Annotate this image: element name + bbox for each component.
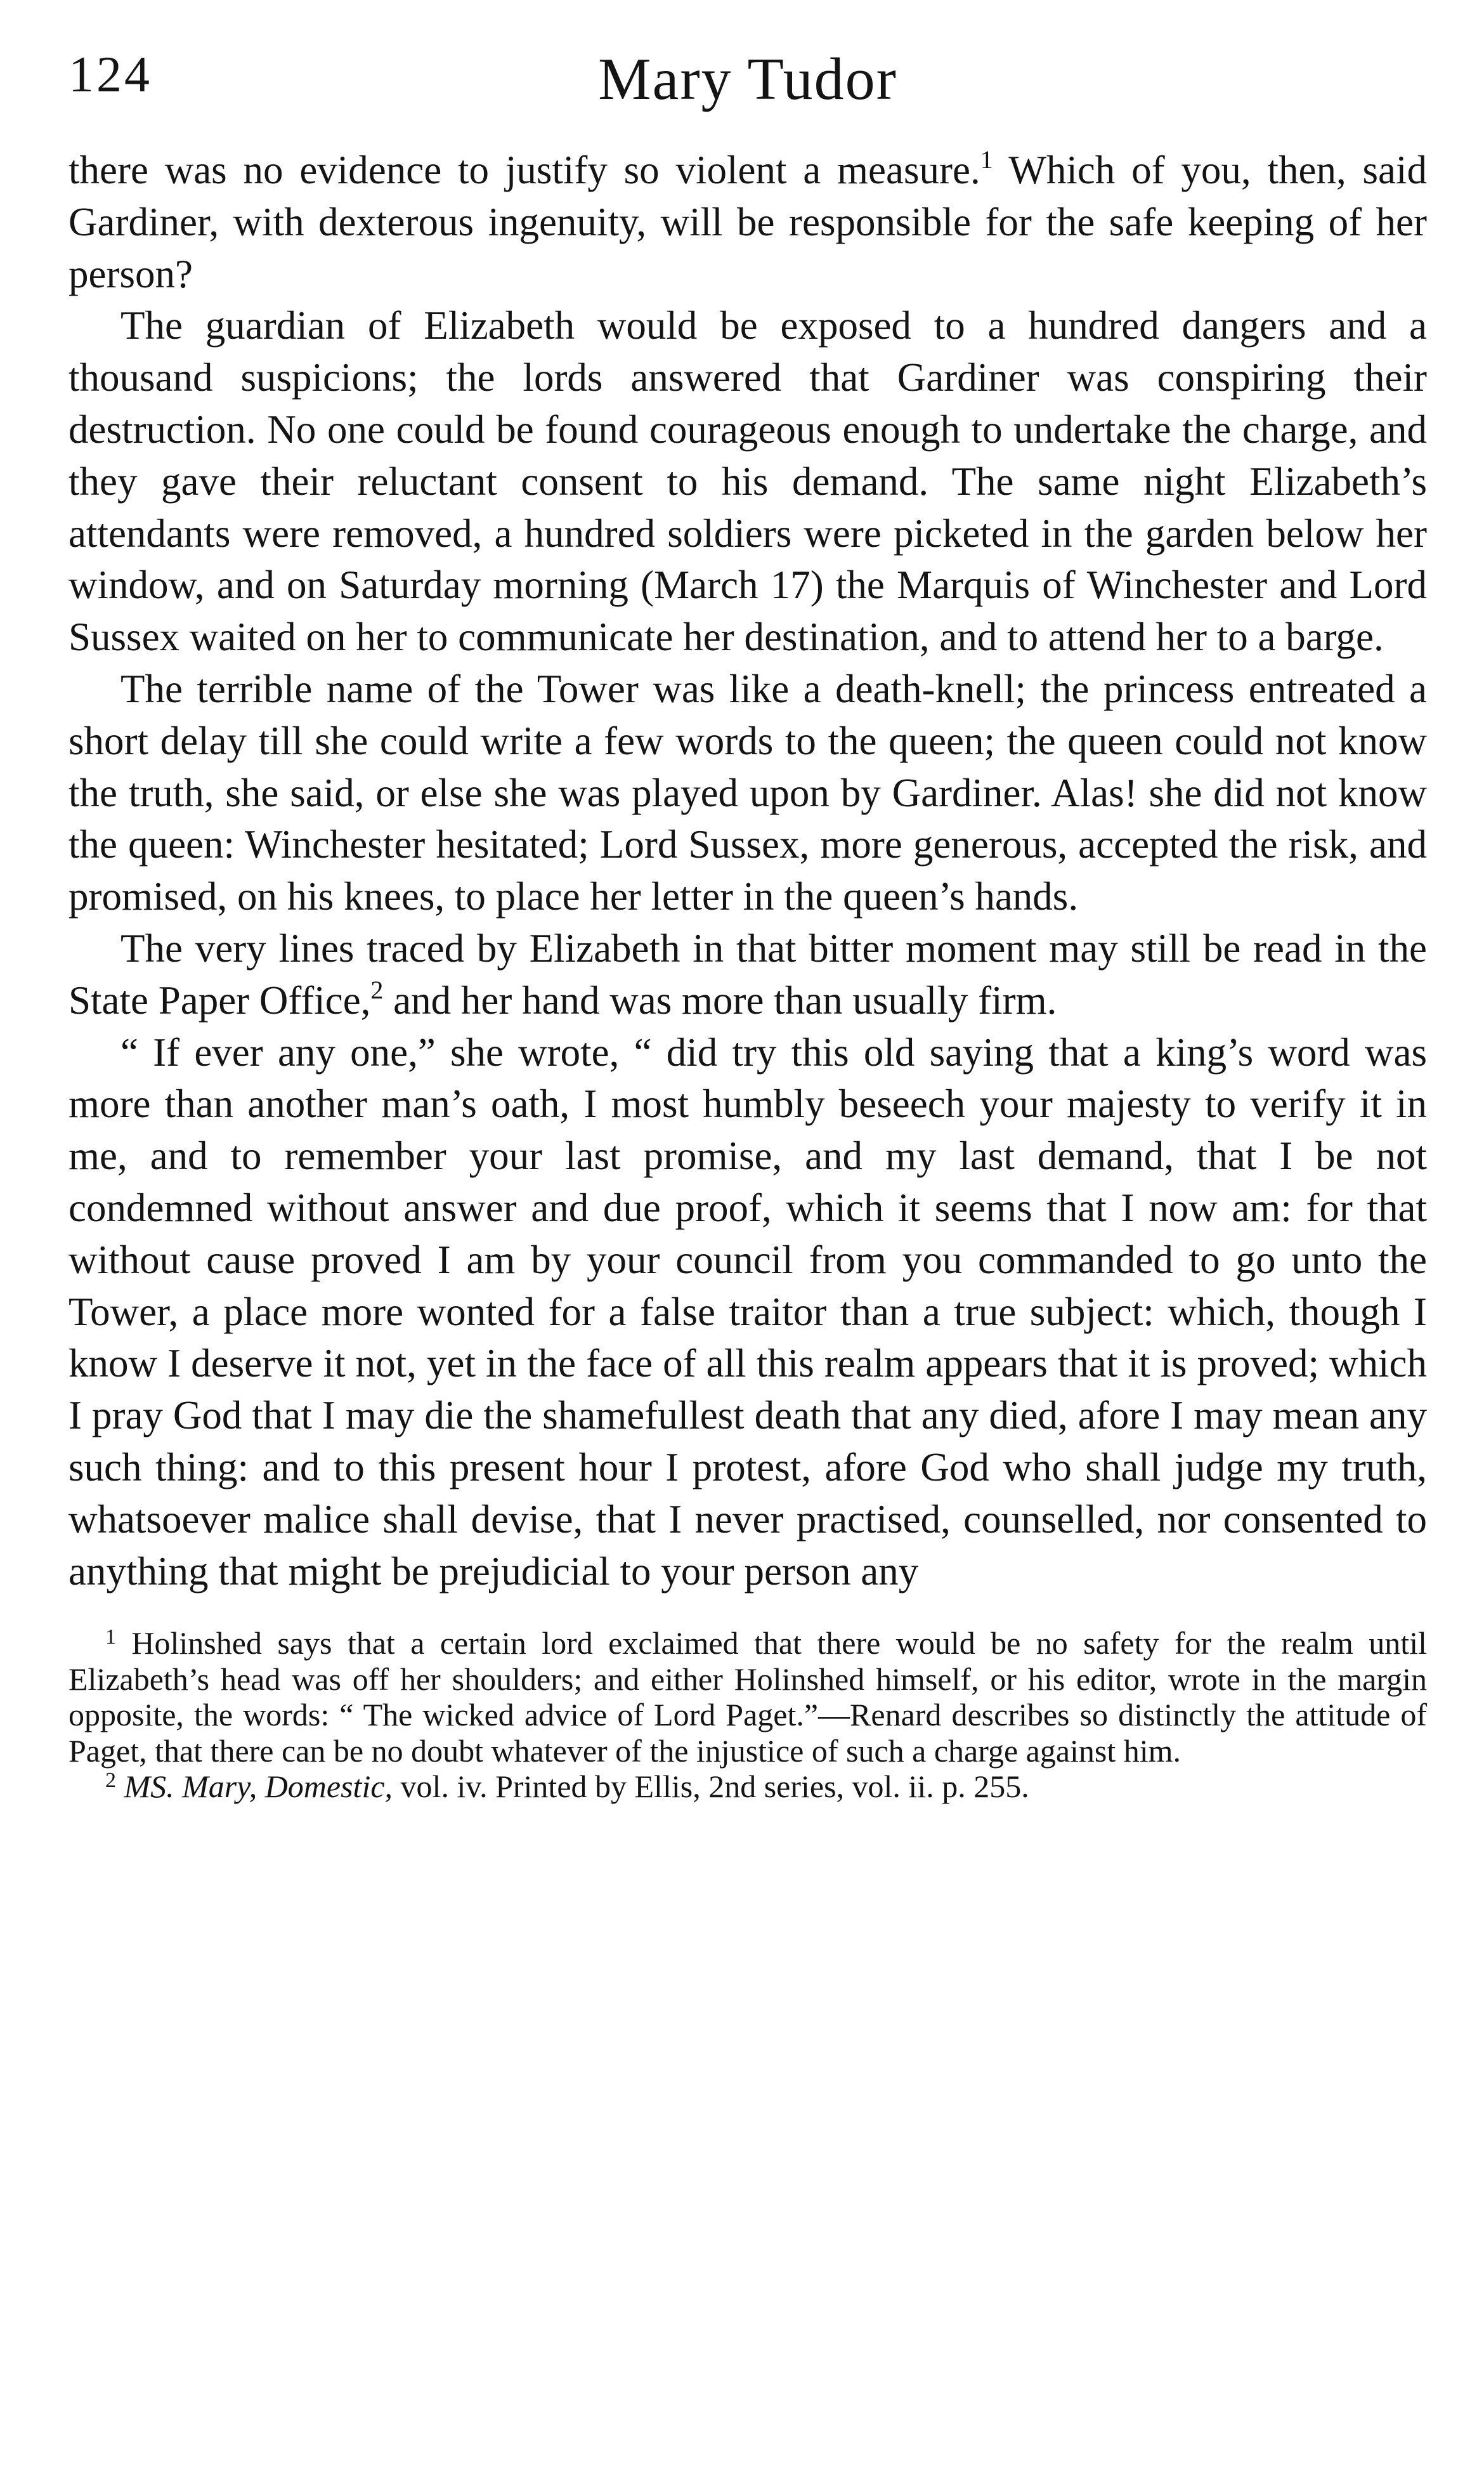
running-title: Mary Tudor — [598, 46, 897, 112]
footnote — [68, 1769, 1427, 1805]
footnote-reference: 2 — [370, 975, 384, 1004]
paragraph-text: there was no evidence to justify so violent a measure. — [68, 148, 980, 192]
paragraph-text: and her hand was more than usually firm. — [383, 978, 1057, 1023]
paragraph — [68, 923, 1427, 1027]
paragraph-text: The very lines traced by Elizabeth in that bitter moment may still be read in the State Paper Office, — [68, 926, 1427, 1023]
footnote — [68, 1625, 1427, 1769]
body-text — [68, 145, 1427, 1597]
page-number: 124 — [68, 47, 152, 103]
footnote-marker: 1 — [105, 1625, 116, 1649]
paragraph — [68, 145, 1427, 300]
paragraph-text: Which of you, then, said Gardiner, with dexterous ingenuity, will be responsible for the safe keeping of her person? — [68, 148, 1428, 296]
footnote-text: vol. iv. Printed by Ellis, 2nd series, vol. ii. p. 255. — [393, 1769, 1029, 1805]
page-header — [68, 46, 1427, 145]
paragraph: The terrible name of the Tower was like a death-knell; the princess entreated a short delay till she could write a few words to the queen; the queen could not know the truth, she said, or else she was played upon by Gardiner. Alas! she did not know the queen: Winchester hesitated; Lord Sussex, more generous, accepted the risk, and promised, on his knees, to place her letter in the queen’s hands. — [68, 666, 1427, 919]
footnote-marker: 2 — [105, 1769, 116, 1793]
book-page — [68, 46, 1428, 1805]
footnote-reference: 1 — [980, 145, 993, 174]
footnote-text: Holinshed says that a certain lord exclaimed that there would be no safety for the realm until Elizabeth’s head was off her shoulders; and either Holinshed himself, or his editor, wrote in the margin opposite, the words: “ The wicked advice of Lord Paget.”—Renard describes so distinctly the attitude of Paget, that there can be no doubt whatever of the injustice of such a charge against him. — [68, 1625, 1427, 1769]
footnote-source-title: MS. Mary, Domestic, — [116, 1769, 393, 1805]
paragraph: The guardian of Elizabeth would be exposed to a hundred dangers and a thousand suspicions; the lords answered that Gardiner was conspiring their destruction. No one could be found courageous enough to undertake the charge, and they gave their reluctant consent to his demand. The same night Elizabeth’s attendants were removed, a hundred soldiers were picketed in the garden below her window, and on Saturday morning (March 17) the Marquis of Winchester and Lord Sussex waited on her to communicate her destination, and to attend her to a barge. — [68, 303, 1427, 660]
paragraph: “ If ever any one,” she wrote, “ did try this old saying that a king’s word was more than another man’s oath, I most humbly beseech your majesty to verify it in me, and to remember your last promise, and my last demand, that I be not condemned without answer and due proof, which it seems that I now am: for that without cause proved I am by your council from you commanded to go unto the Tower, a place more wonted for a false traitor than a true subject: which, though I know I deserve it not, yet in the face of all this realm appears that it is proved; which I pray God that I may die the shamefullest death that any died, afore I may mean any such thing: and to this present hour I protest, afore God who shall judge my truth, whatsoever malice shall devise, that I never practised, counselled, nor consented to anything that might be prejudicial to your person any — [68, 1030, 1427, 1594]
footnotes — [68, 1625, 1427, 1805]
